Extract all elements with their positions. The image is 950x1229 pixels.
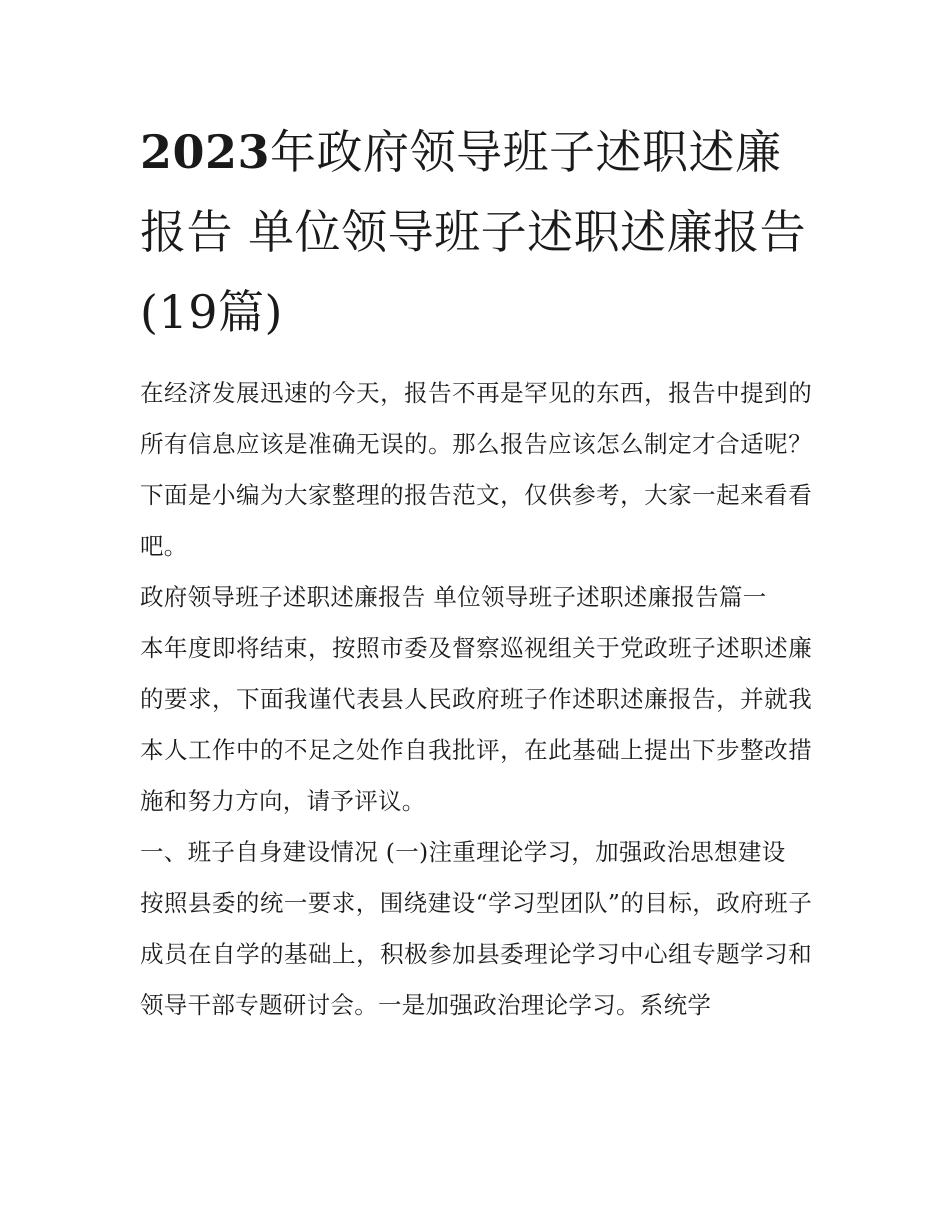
document-body [140,368,812,1031]
intro-paragraph: 在经济发展迅速的今天，报告不再是罕见的东西，报告中提到的所有信息应该是准确无误的。那么报告应该怎么制定才合适呢？下面是小编为大家整理的报告范文，仅供参考，大家一起来看看吧。 [140,379,812,560]
section-heading-part-one: 政府领导班子述职述廉报告 单位领导班子述职述廉报告篇一 [140,583,767,611]
document-page [140,112,812,1031]
document-title-text: 年政府领导班子述职述廉报告 单位领导班子述职述廉报告(19篇) [140,125,807,339]
document-title [140,112,812,352]
document-title-year: 2023 [140,125,271,179]
theory-study-paragraph: 按照县委的统一要求，围绕建设“学习型团队”的目标，政府班子成员在自学的基础上，积极参加县委理论学习中心组专题学习和领导干部专题研讨会。一是加强政治理论学习。系统学 [140,889,812,1019]
opening-paragraph: 本年度即将结束，按照市委及督察巡视组关于党政班子述职述廉的要求，下面我谨代表县人民政府班子作述职述廉报告，并就我本人工作中的不足之处作自我批评，在此基础上提出下步整改措施和努力方向，请予评议。 [140,634,812,815]
section-heading-team-building: 一、班子自身建设情况 (一)注重理论学习，加强政治思想建设 [140,838,786,866]
